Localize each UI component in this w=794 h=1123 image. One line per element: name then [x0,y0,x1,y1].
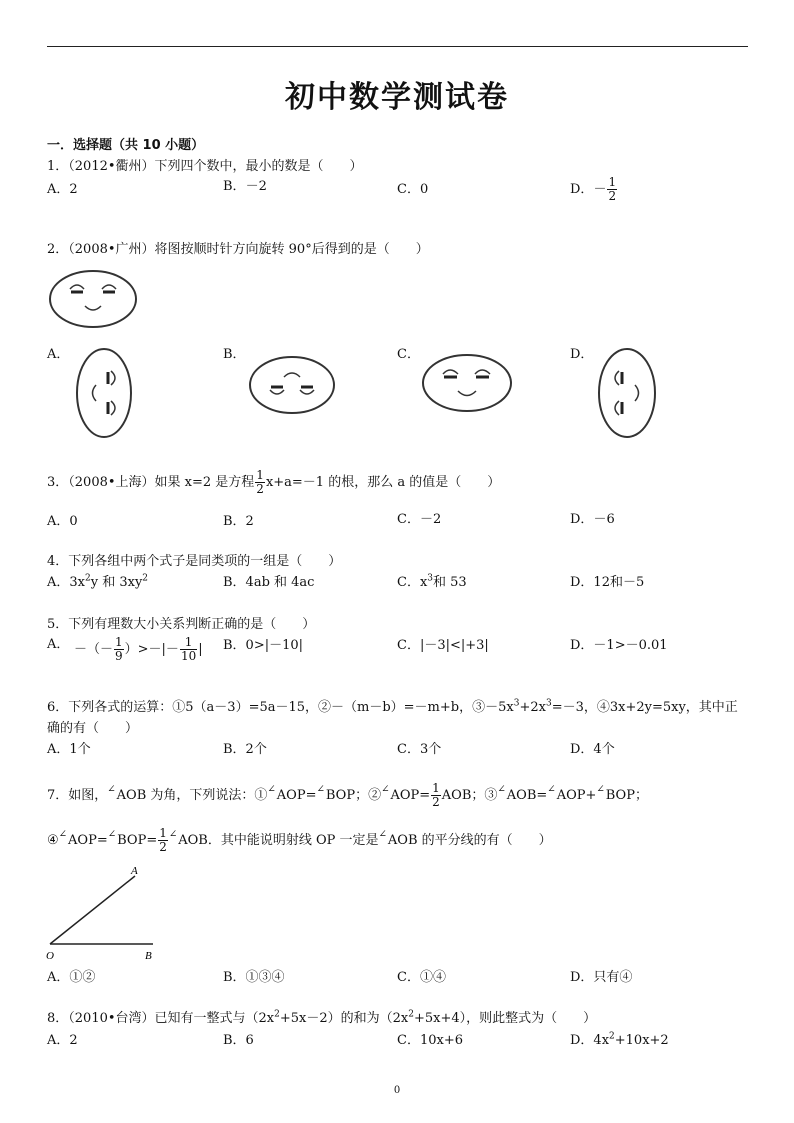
q2-option-a: A． [47,347,70,362]
q8-option-b: B．6 [223,1033,254,1048]
face-option-a-figure [76,347,132,439]
q7-option-a: A．①② [47,970,96,985]
page-title: 初中数学测试卷 [285,80,509,115]
q5-option-c: C．|－3|<|+3| [397,638,489,653]
face-option-b-figure [249,356,335,414]
q3-option-b: B．2 [223,514,254,529]
q4-option-a: A．$3x^2y$ 和 $3xy^2$ [47,573,149,590]
page-number: 0 [393,1085,401,1096]
q4-option-c: C．$x^3$和 53 [397,573,467,590]
q2-option-d: D． [570,347,594,362]
header-rule [47,46,748,47]
q8-option-d: D．$4x^2+10x+2$ [570,1031,669,1048]
q5-stem: 5．下列有理数大小关系判断正确的是（ ） [47,617,316,632]
q1-option-b: B．－2 [223,179,267,194]
point-a-label: A [131,865,138,877]
q7-option-d: D．只有④ [570,970,633,985]
q1-option-c: C．0 [397,182,429,197]
q6-option-d: D．4个 [570,742,615,757]
q8-option-a: A．2 [47,1033,78,1048]
q2-stem: 2．（2008•广州）将图按顺时针方向旋转 90°后得到的是（ ） [47,242,429,257]
section-heading: 一．选择题（共 10 小题） [47,138,205,153]
q5-option-b: B．0>|－10| [223,638,304,653]
q6-stem-line1: 6．下列各式的运算：①5（a－3）=5a－15，②－（m－b）=－m+b，$③-5x^3+2x^3=-3$，④3x+2y=5xy，其中正 [47,698,738,715]
q7-option-b: B．①③④ [223,970,285,985]
fraction: $\frac{1}{2}$ [159,826,167,854]
q2-option-c: C． [397,347,420,362]
q6-option-c: C．3个 [397,742,442,757]
angle-aob-figure [45,862,175,962]
q4-option-d: D．12和－5 [570,575,645,590]
q6-stem-line2: 确的有（ ） [47,721,139,736]
point-o-label: O [46,950,54,962]
q7-stem-line2: ④∠AOP=∠BOP= $\frac{1}{2}$ ∠AOB．其中能说明射线 OP 一定是∠AOB 的平分线的有（ ） [47,826,552,854]
q1-option-d: D．－ $\frac{1}{2}$ [570,175,617,203]
q6-option-b: B．2个 [223,742,267,757]
fraction: $\frac{1}{2}$ [432,781,440,809]
q5-option-a-label: A． [47,637,70,652]
face-option-d-figure [598,347,656,439]
point-b-label: B [145,950,152,962]
q7-option-c: C．①④ [397,970,446,985]
q3-option-c: C．－2 [397,512,442,527]
q3-stem: 3．（2008•上海）如果 x=2 是方程 $\frac{1}{2}$ x+a=－1 的根，那么 a 的值是（ ） [47,468,501,496]
q4-option-b: B．4ab 和 4ac [223,575,315,590]
fraction: $\frac{1}{2}$ [608,175,617,203]
q6-option-a: A．1个 [47,742,91,757]
fraction: $\frac{1}{2}$ [256,468,264,496]
q5-option-d: D．－1>－0.01 [570,638,668,653]
q1-option-a: A．2 [47,182,78,197]
q8-option-c: C．10x+6 [397,1033,463,1048]
q8-stem: 8．（2010•台湾）已知有一整式与$(2x^2+5x-2)$的和为$(2x^2+5x+4)$，则此整式为（ ） [47,1009,597,1026]
fraction: $\frac{1}{10}$ [180,635,197,663]
face-original-figure [49,270,137,328]
q5-option-a: －（－ $\frac{1}{9}$ ）>－|－ $\frac{1}{10}$ | [74,635,203,663]
face-option-c-figure [422,354,512,412]
q3-option-d: D．－6 [570,512,615,527]
q4-stem: 4．下列各组中两个式子是同类项的一组是（ ） [47,554,342,569]
q1-stem: 1．（2012•衢州）下列四个数中，最小的数是（ ） [47,159,363,174]
q2-option-b: B． [223,347,246,362]
q7-stem-line1: 7．如图，∠AOB 为角，下列说法：①∠AOP=∠BOP；②∠AOP= $\frac{1}{2}$ AOB；③∠AOB=∠AOP+∠BOP； [47,781,648,809]
q3-option-a: A．0 [47,514,78,529]
fraction: $\frac{1}{9}$ [115,635,123,663]
